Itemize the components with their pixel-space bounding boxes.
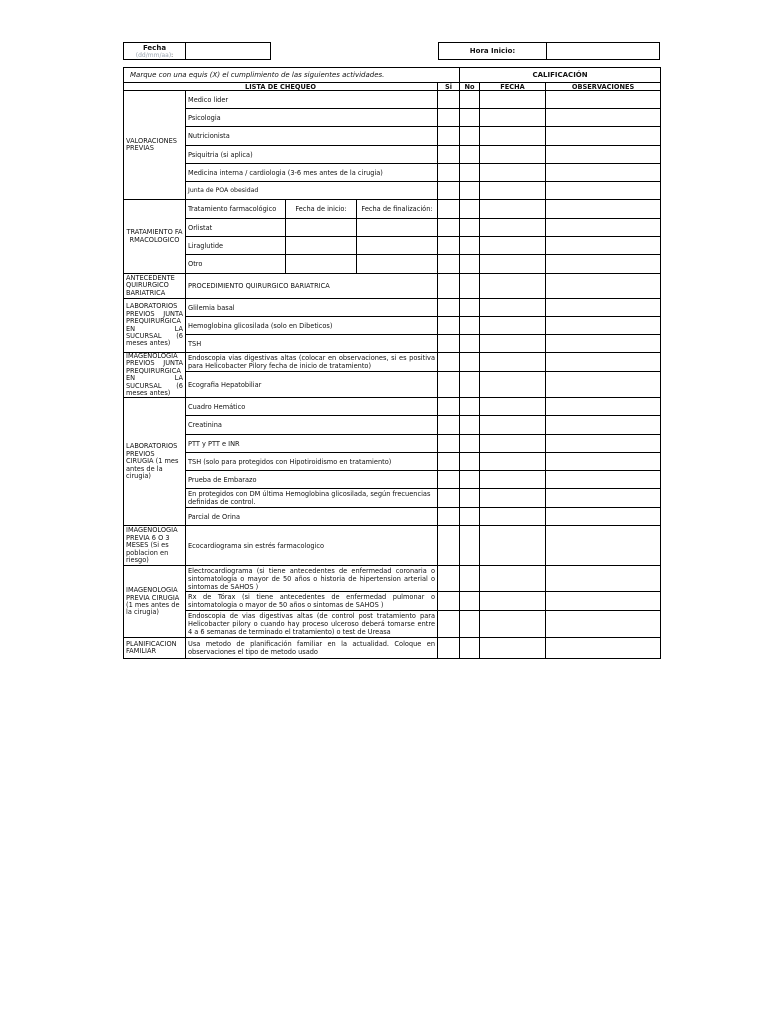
category-planificacion: PLANIFICACION FAMILIAR: [124, 638, 186, 659]
item-label: Ecografia Hepatobiliar: [186, 372, 438, 398]
table-row: [124, 592, 661, 611]
no-checkbox[interactable]: [460, 489, 480, 508]
table-row: [124, 109, 661, 127]
item-label: Rx de Tórax (si tiene antecedentes de enfermedad pulmonar o sintomatologia o mayor de 50 años o sintomas de SAHOS ): [186, 592, 438, 611]
fecha-cell[interactable]: [480, 566, 546, 592]
si-checkbox[interactable]: [438, 164, 460, 182]
no-checkbox[interactable]: [460, 353, 480, 372]
category-laboratorios-cirugia: LABORATORIOS PREVIOS CIRUGIA (1 mes antes de la cirugia): [124, 398, 186, 526]
no-checkbox[interactable]: [460, 416, 480, 435]
fecha-cell[interactable]: [480, 435, 546, 453]
item-label: TSH: [186, 335, 438, 353]
table-row: [124, 453, 661, 471]
si-checkbox[interactable]: [438, 508, 460, 526]
fecha-cell[interactable]: [480, 200, 546, 219]
category-imagenologia-junta: IMAGENOLOGIA PREVIOS JUNTA PREQUIRURGICA EN LA SUCURSAL (6 meses antes): [124, 353, 186, 398]
item-label: Endoscopia de vias digestivas altas (de control post tratamiento para Helicobacter pilory o cuando hay proceso ulceroso deberá tomarse entre 4 a 6 semanas de terminado el tratamiento) o test de Ureasa: [186, 611, 438, 638]
si-checkbox[interactable]: [438, 127, 460, 146]
item-label: PTT y PTT e INR: [186, 435, 438, 453]
item-label: En protegidos con DM última Hemoglobina glicosilada, según frecuencias definidas de control.: [186, 489, 438, 508]
table-row: [124, 611, 661, 638]
fecha-cell[interactable]: [480, 372, 546, 398]
observaciones-cell[interactable]: [546, 182, 661, 200]
item-label: Ecocardiograma sin estrés farmacologico: [186, 526, 438, 566]
observaciones-cell[interactable]: [546, 237, 661, 255]
fecha-cell[interactable]: [480, 146, 546, 164]
no-checkbox[interactable]: [460, 200, 480, 219]
observaciones-cell[interactable]: [546, 317, 661, 335]
fecha-cell[interactable]: [480, 274, 546, 299]
fecha-cell[interactable]: [480, 299, 546, 317]
no-checkbox[interactable]: [460, 638, 480, 659]
item-label: Creatinina: [186, 416, 438, 435]
item-label: Orlistat: [186, 219, 286, 237]
fecha-cell[interactable]: [480, 526, 546, 566]
item-label: TSH (solo para protegidos con Hipotiroidismo en tratamiento): [186, 453, 438, 471]
no-checkbox[interactable]: [460, 611, 480, 638]
observaciones-cell[interactable]: [546, 566, 661, 592]
fecha-label-box: Fecha (dd/mm/aa):: [123, 42, 186, 60]
no-checkbox[interactable]: [460, 182, 480, 200]
fecha-cell[interactable]: [480, 335, 546, 353]
fecha-cell[interactable]: [480, 471, 546, 489]
table-row: [124, 353, 661, 372]
item-label: Parcial de Orina: [186, 508, 438, 526]
observaciones-cell[interactable]: [546, 435, 661, 453]
no-checkbox[interactable]: [460, 398, 480, 416]
table-row: [124, 219, 661, 237]
observaciones-cell[interactable]: [546, 372, 661, 398]
observaciones-cell[interactable]: [546, 127, 661, 146]
fecha-cell[interactable]: [480, 638, 546, 659]
item-label: Psicologia: [186, 109, 438, 127]
fecha-header: FECHA: [480, 83, 546, 91]
table-row: [124, 91, 661, 109]
si-checkbox[interactable]: [438, 611, 460, 638]
item-label: Cuadro Hemático: [186, 398, 438, 416]
observaciones-cell[interactable]: [546, 416, 661, 435]
item-label: Psiquitria (si aplica): [186, 146, 438, 164]
table-row: [124, 416, 661, 435]
observaciones-cell[interactable]: [546, 398, 661, 416]
si-checkbox[interactable]: [438, 299, 460, 317]
si-checkbox[interactable]: [438, 146, 460, 164]
fecha-inicio-cell[interactable]: [286, 237, 357, 255]
item-label: PROCEDIMIENTO QUIRURGICO BARIATRICA: [186, 274, 438, 299]
fecha-finalizacion-col-header: Fecha de finalización:: [357, 200, 438, 219]
observaciones-cell[interactable]: [546, 353, 661, 372]
observaciones-cell[interactable]: [546, 255, 661, 274]
observaciones-cell[interactable]: [546, 335, 661, 353]
fecha-cell[interactable]: [480, 416, 546, 435]
si-checkbox[interactable]: [438, 353, 460, 372]
observaciones-cell[interactable]: [546, 91, 661, 109]
si-checkbox[interactable]: [438, 453, 460, 471]
fecha-cell[interactable]: [480, 317, 546, 335]
no-checkbox[interactable]: [460, 299, 480, 317]
fecha-cell[interactable]: [480, 508, 546, 526]
no-checkbox[interactable]: [460, 526, 480, 566]
si-checkbox[interactable]: [438, 471, 460, 489]
fecha-label: Fecha: [142, 44, 167, 52]
no-checkbox[interactable]: [460, 335, 480, 353]
table-row: [124, 566, 661, 592]
table-row: [124, 317, 661, 335]
observaciones-cell[interactable]: [546, 526, 661, 566]
si-checkbox[interactable]: [438, 372, 460, 398]
lista-chequeo-header: LISTA DE CHEQUEO: [124, 83, 438, 91]
item-label: Junta de POA obesidad: [186, 182, 438, 200]
si-checkbox[interactable]: [438, 317, 460, 335]
si-checkbox[interactable]: [438, 489, 460, 508]
table-row: [124, 274, 661, 299]
category-tratamiento: TRATAMIENTO FARMACOLOGICO: [124, 200, 186, 274]
observaciones-cell[interactable]: [546, 453, 661, 471]
no-checkbox[interactable]: [460, 435, 480, 453]
no-checkbox[interactable]: [460, 127, 480, 146]
fecha-cell[interactable]: [480, 489, 546, 508]
fecha-cell[interactable]: [480, 219, 546, 237]
no-checkbox[interactable]: [460, 592, 480, 611]
fecha-finalizacion-cell[interactable]: [357, 255, 438, 274]
category-laboratorios-junta: LABORATORIOS PREVIOS JUNTA PREQUIRURGICA EN LA SUCURSAL (6 meses antes): [124, 299, 186, 353]
si-checkbox[interactable]: [438, 200, 460, 219]
table-row: [124, 164, 661, 182]
item-label: Endoscopia vias digestivas altas (colocar en observaciones, si es positiva para Helicobacter Pilory fecha de inicio de tratamiento): [186, 353, 438, 372]
observaciones-header: OBSERVACIONES: [546, 83, 661, 91]
observaciones-cell[interactable]: [546, 471, 661, 489]
item-label: Prueba de Embarazo: [186, 471, 438, 489]
category-imagenologia-cirugia: IMAGENOLOGIA PREVIA CIRUGIA (1 mes antes de la cirugia): [124, 566, 186, 638]
no-header: No: [460, 83, 480, 91]
table-row: [124, 146, 661, 164]
no-checkbox[interactable]: [460, 274, 480, 299]
si-checkbox[interactable]: [438, 219, 460, 237]
fecha-input[interactable]: [185, 42, 271, 60]
no-checkbox[interactable]: [460, 219, 480, 237]
fecha-cell[interactable]: [480, 255, 546, 274]
table-row: [124, 638, 661, 659]
table-row: [124, 435, 661, 453]
no-checkbox[interactable]: [460, 146, 480, 164]
fecha-format-hint: (dd/mm/aa): [135, 52, 172, 59]
si-checkbox[interactable]: [438, 335, 460, 353]
table-row: [124, 526, 661, 566]
no-checkbox[interactable]: [460, 91, 480, 109]
category-antecedente: ANTECEDENTE QUIRURGICO BARIATRICA: [124, 274, 186, 299]
fecha-cell[interactable]: [480, 237, 546, 255]
si-checkbox[interactable]: [438, 274, 460, 299]
table-row: [124, 127, 661, 146]
fecha-cell[interactable]: [480, 127, 546, 146]
si-checkbox[interactable]: [438, 109, 460, 127]
checklist-table: [123, 67, 661, 659]
fecha-cell[interactable]: [480, 109, 546, 127]
item-label: Glilemia basal: [186, 299, 438, 317]
fecha-finalizacion-cell[interactable]: [357, 237, 438, 255]
si-checkbox[interactable]: [438, 526, 460, 566]
table-row: [124, 255, 661, 274]
table-row: [124, 237, 661, 255]
no-checkbox[interactable]: [460, 255, 480, 274]
no-checkbox[interactable]: [460, 164, 480, 182]
observaciones-cell[interactable]: [546, 109, 661, 127]
si-checkbox[interactable]: [438, 182, 460, 200]
fecha-cell[interactable]: [480, 611, 546, 638]
no-checkbox[interactable]: [460, 372, 480, 398]
observaciones-cell[interactable]: [546, 274, 661, 299]
observaciones-cell[interactable]: [546, 219, 661, 237]
fecha-cell[interactable]: [480, 164, 546, 182]
calificacion-header: CALIFICACIÓN: [460, 68, 661, 83]
table-row: [124, 299, 661, 317]
table-row: [124, 398, 661, 416]
table-row: [124, 335, 661, 353]
hora-inicio-label-box: [438, 42, 547, 60]
observaciones-cell[interactable]: [546, 638, 661, 659]
item-label: Medicina interna / cardiologia (3-6 mes antes de la cirugia): [186, 164, 438, 182]
si-checkbox[interactable]: [438, 398, 460, 416]
fecha-cell[interactable]: [480, 592, 546, 611]
fecha-inicio-col-header: Fecha de inicio:: [286, 200, 357, 219]
table-row: [124, 372, 661, 398]
si-checkbox[interactable]: [438, 566, 460, 592]
hora-inicio-label: Hora Inicio:: [469, 47, 516, 55]
no-checkbox[interactable]: [460, 508, 480, 526]
si-checkbox[interactable]: [438, 237, 460, 255]
observaciones-cell[interactable]: [546, 200, 661, 219]
si-checkbox[interactable]: [438, 416, 460, 435]
no-checkbox[interactable]: [460, 317, 480, 335]
table-row: [124, 200, 661, 219]
si-checkbox[interactable]: [438, 255, 460, 274]
table-row: [124, 471, 661, 489]
no-checkbox[interactable]: [460, 109, 480, 127]
observaciones-cell[interactable]: [546, 489, 661, 508]
observaciones-cell[interactable]: [546, 592, 661, 611]
instruction-text: Marque con una equis (X) el cumplimiento de las siguientes actividades.: [124, 68, 460, 83]
fecha-cell[interactable]: [480, 182, 546, 200]
item-label: Liraglutide: [186, 237, 286, 255]
table-row: [124, 508, 661, 526]
fecha-cell[interactable]: [480, 91, 546, 109]
no-checkbox[interactable]: [460, 453, 480, 471]
no-checkbox[interactable]: [460, 237, 480, 255]
tratamiento-col-header: Tratamiento farmacológico: [186, 200, 286, 219]
no-checkbox[interactable]: [460, 566, 480, 592]
si-checkbox[interactable]: [438, 91, 460, 109]
fecha-inicio-cell[interactable]: [286, 255, 357, 274]
fecha-finalizacion-cell[interactable]: [357, 219, 438, 237]
si-checkbox[interactable]: [438, 435, 460, 453]
si-checkbox[interactable]: [438, 592, 460, 611]
fecha-cell[interactable]: [480, 353, 546, 372]
observaciones-cell[interactable]: [546, 611, 661, 638]
table-row: [124, 489, 661, 508]
item-label: Medico lider: [186, 91, 438, 109]
item-label: Nutricionista: [186, 127, 438, 146]
item-label: Hemoglobina glicosilada (solo en Dibeticos): [186, 317, 438, 335]
table-row: [124, 182, 661, 200]
observaciones-cell[interactable]: [546, 146, 661, 164]
si-header: Si: [438, 83, 460, 91]
category-imagenologia-6-3-meses: IMAGENOLOGIA PREVIA 6 O 3 MESES (Si es poblacion en riesgo): [124, 526, 186, 566]
fecha-cell[interactable]: [480, 398, 546, 416]
category-valoraciones: VALORACIONES PREVIAS: [124, 91, 186, 200]
fecha-cell[interactable]: [480, 453, 546, 471]
observaciones-cell[interactable]: [546, 164, 661, 182]
fecha-inicio-cell[interactable]: [286, 219, 357, 237]
item-label: Electrocardiograma (si tiene antecedentes de enfermedad coronaria o sintomatologia o mayor de 50 años o historia de hipertension arterial o sintomas de SAHOS ): [186, 566, 438, 592]
item-label: Otro: [186, 255, 286, 274]
item-label: Usa metodo de planificación familiar en la actualidad. Coloque en observaciones el tipo de metodo usado: [186, 638, 438, 659]
no-checkbox[interactable]: [460, 471, 480, 489]
observaciones-cell[interactable]: [546, 299, 661, 317]
observaciones-cell[interactable]: [546, 508, 661, 526]
si-checkbox[interactable]: [438, 638, 460, 659]
hora-inicio-input[interactable]: [546, 42, 660, 60]
